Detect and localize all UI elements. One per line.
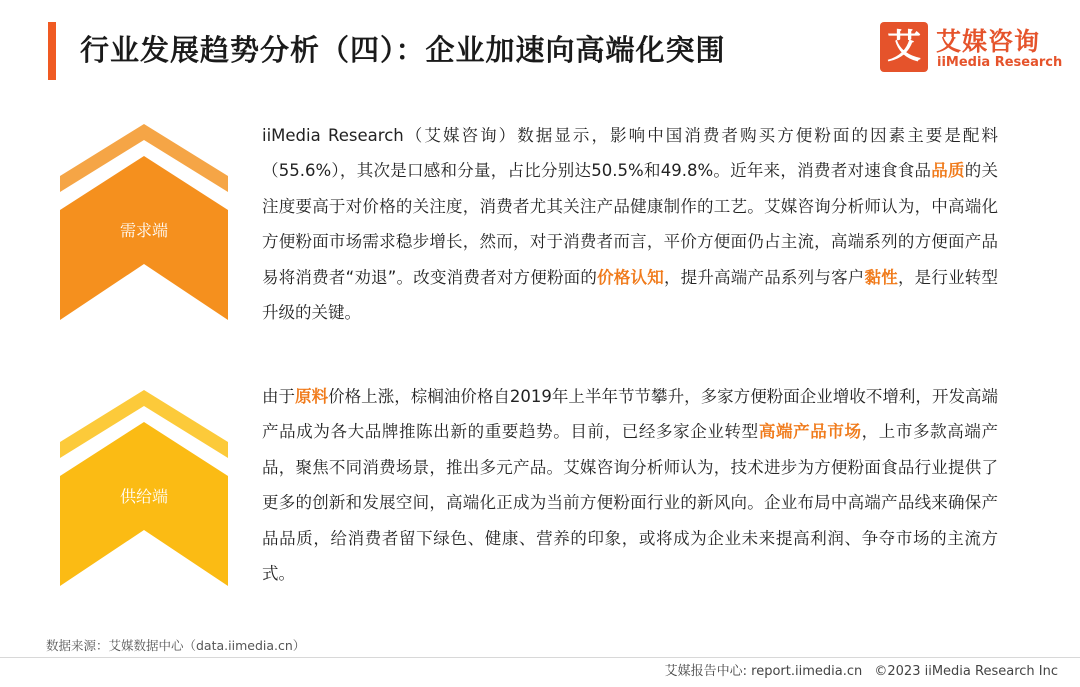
logo-chinese-name: 艾媒咨询	[936, 27, 1041, 56]
demand-label: 需求端	[119, 221, 168, 240]
highlight-stickiness: 黏性	[864, 267, 898, 287]
demand-text: iiMedia Research（艾媒咨询）数据显示，影响中国消费者购买方便粉面的因素主要是配料（55.6%），其次是口感和分量，占比分别达50.5%和49.8%。近年来，消费者对速食食品	[262, 126, 998, 181]
logo-mark: 艾	[880, 22, 928, 72]
supply-text: 价格上涨，棕榈油价格自2019年上半年节节攀升，多家方便粉面企业增收不增利，开发高端产品成为各大品牌推陈出新的重要趋势。目前，已经多家企业转型	[262, 387, 999, 442]
supply-text: ，上市多款高端产品，聚焦不同消费场景，推出多元产品。艾媒咨询分析师认为，技术进步为方便粉面食品行业提供了更多的创新和发展空间，高端化正成为当前方便粉面行业的新风向。企业布局中高端产品线来确保产品品质，给消费者留下绿色、健康、营养的印象，或将成为企业未来提高利润、争夺市场的主流方式。	[262, 422, 999, 584]
copyright: ©2023 iiMedia Research Inc	[874, 664, 1058, 679]
logo-english-name: iiMedia Research	[937, 55, 1063, 70]
supply-label: 供给端	[119, 487, 168, 506]
footer-divider	[0, 657, 1080, 658]
demand-text: ，提升高端产品系列与客户	[663, 267, 865, 287]
demand-chevron	[60, 124, 228, 320]
demand-text: 的关注度要高于对价格的关注度，消费者尤其关注产品健康制作的工艺。艾媒咨询分析师认为，中高端化方便粉面市场需求稳步增长，然而，对于消费者而言，平价方便面仍占主流，高端系列的方便面产品易将消费者“劝退”。改变消费者对方便粉面的	[262, 161, 999, 287]
data-source-note: 数据来源：艾媒数据中心（data.iimedia.cn）	[46, 638, 306, 653]
highlight-quality: 品质	[931, 161, 965, 181]
highlight-raw-materials: 原料	[295, 387, 329, 406]
demand-text: ，是行业转型升级的关键。	[262, 267, 999, 323]
supply-text: 由于	[262, 387, 296, 406]
footer	[657, 660, 1058, 679]
iimedia-logo	[880, 22, 1063, 76]
supply-paragraph	[262, 379, 998, 591]
title-accent-bar	[48, 22, 56, 80]
page-title: 行业发展趋势分析（四）：企业加速向高端化突围	[80, 33, 726, 67]
demand-paragraph	[262, 118, 998, 330]
supply-chevron	[60, 390, 228, 586]
highlight-high-end-market: 高端产品市场	[758, 422, 862, 442]
report-center-link[interactable]: 艾媒报告中心: report.iimedia.cn	[664, 664, 863, 679]
highlight-price-perception: 价格认知	[597, 267, 664, 287]
